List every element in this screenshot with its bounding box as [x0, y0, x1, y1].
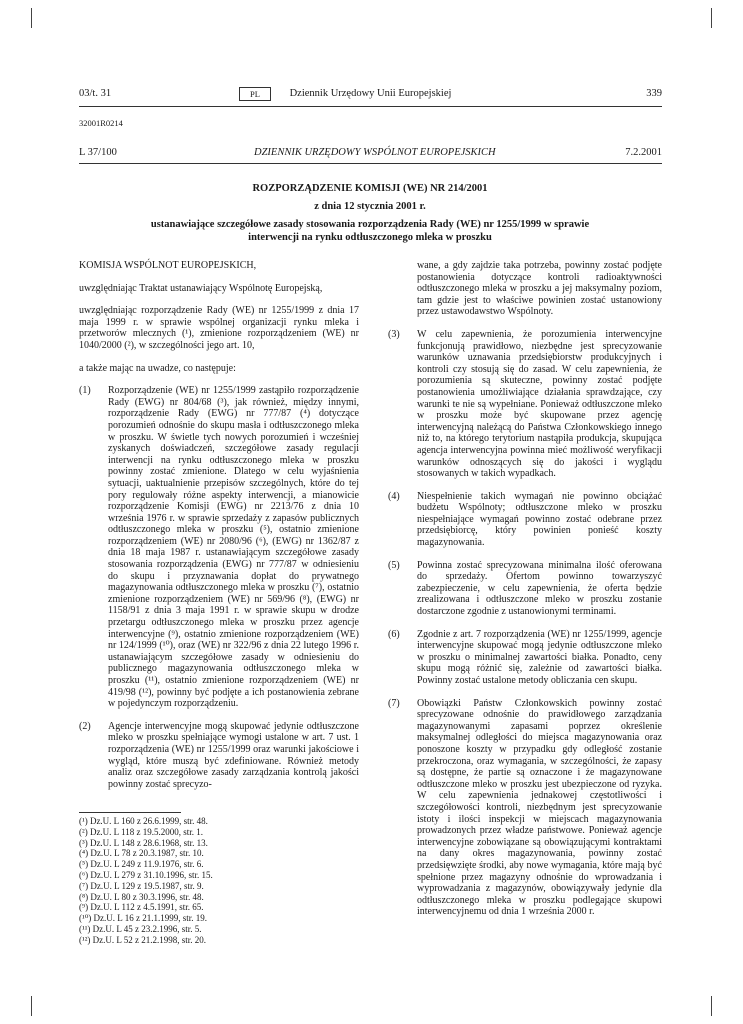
page-number: 339 [646, 88, 662, 99]
recital-5 [388, 560, 662, 618]
recital-number: (5) [388, 559, 400, 571]
title-subject: ustanawiające szczegółowe zasady stosowania rozporządzenia Rady (WE) nr 1255/1999 w sprawie interwencji na rynku odtłuszczonego mleka w proszku [150, 219, 590, 243]
right-column [388, 260, 662, 929]
footnote: (³) Dz.U. L 148 z 28.6.1968, str. 13. [79, 837, 208, 848]
crop-mark-top-left [31, 8, 32, 28]
recital-text: Powinna zostać sprecyzowana minimalna ilość oferowana do sprzedaży. Ofertom powinno towarzyszyć zabezpieczenie, w celu zapewnienia, że oferta będzie zrealizowana i odtłuszczone mleko w proszku zostanie dostarczone zgodnie z ustanowionymi terminami. [417, 559, 662, 618]
regulation-title [130, 182, 610, 244]
recital-number: (7) [388, 697, 400, 709]
celex-number: 32001R0214 [79, 118, 123, 128]
header-rule [79, 106, 662, 107]
left-column [79, 260, 359, 801]
title-line-1: ROZPORZĄDZENIE KOMISJI (WE) NR 214/2001 [252, 183, 488, 194]
journal-name: Dziennik Urzędowy Unii Europejskiej [289, 88, 452, 99]
recital-2-continued: wane, a gdy zajdzie taka potrzeba, powinny zostać podjęte postanowienia dotyczące kontroli radioaktywności odtłuszczonego mleka w proszku a jej maksymalny poziom, tam gdzie jest to właściwe powinien zostać ustanowiony przez ustawodawstwo Wspólnoty. [417, 260, 662, 318]
footnote: (¹²) Dz.U. L 52 z 21.2.1998, str. 20. [79, 934, 207, 945]
original-reference: L 37/100 [79, 147, 117, 158]
footnote: (⁸) Dz.U. L 80 z 30.3.1996, str. 48. [79, 891, 204, 902]
original-journal-header [79, 147, 662, 161]
footnote: (⁴) Dz.U. L 78 z 20.3.1987, str. 10. [79, 848, 204, 859]
footnote: (⁷) Dz.U. L 129 z 19.5.1987, str. 9. [79, 880, 204, 891]
language-badge: PL [239, 87, 271, 101]
footnote: (⁹) Dz.U. L 112 z 4.5.1991, str. 65. [79, 902, 204, 913]
recital-2 [79, 721, 359, 791]
recital-number: (4) [388, 490, 400, 502]
title-date: z dnia 12 stycznia 2001 r. [314, 201, 426, 212]
original-header-rule [79, 163, 662, 164]
recital-text: Agencje interwencyjne mogą skupować jedynie odtłuszczone mleko w proszku spełniające wymogi ustalone w art. 7 ust. 1 rozporządzenia (WE) nr 1255/1999 oraz warunki jakościowe i wygląd, które muszą być zdefiniowane. Również metody analiz oraz szczegółowe zasady zarządzania kontrolą jakości powinny zostać sprecyzo- [108, 720, 359, 790]
recital-number: (2) [79, 720, 91, 732]
recital-text: Niespełnienie takich wymagań nie powinno obciążać budżetu Wspólnoty; odtłuszczone mleko w proszku niespełniające wymagań powinno zostać odebrane przez przedsiębiorcę, który powinien ponieść koszty magazynowania. [417, 490, 662, 549]
original-journal-name: DZIENNIK URZĘDOWY WSPÓLNOT EUROPEJSKICH [254, 147, 496, 158]
footnote-rule [79, 812, 181, 813]
recital-number: (1) [79, 385, 91, 397]
recital-1 [79, 385, 359, 710]
footnote: (²) Dz.U. L 118 z 19.5.2000, str. 1. [79, 826, 204, 837]
recital-4 [388, 491, 662, 549]
recital-text: Zgodnie z art. 7 rozporządzenia (WE) nr 1255/1999, agencje interwencyjne skupować mogą jedynie odtłuszczone mleko w proszku o minimalnej zawartości białka. Ponadto, ceny skupu mogą różnić się, zależnie od zawartości białka. Powinny zostać ustalone metody obliczania cen skupu. [417, 628, 662, 686]
volume-reference: 03/t. 31 [79, 88, 112, 99]
preamble-whereas: a także mając na uwadze, co następuje: [79, 362, 236, 374]
crop-mark-bottom-right [711, 996, 712, 1016]
preamble-treaty: uwzględniając Traktat ustanawiający Wspólnotę Europejską, [79, 282, 323, 294]
running-header [79, 88, 662, 102]
footnote: (¹) Dz.U. L 160 z 26.6.1999, str. 48. [79, 816, 208, 826]
crop-mark-bottom-left [31, 996, 32, 1016]
footnotes [79, 816, 359, 946]
preamble-regulation: uwzględniając rozporządzenie Rady (WE) nr 1255/1999 z dnia 17 maja 1999 r. w sprawie wspólnej organizacji rynku mleka i przetworów mlecznych (¹), zmienione rozporządzeniem (WE) nr 1040/2000 (²), w szczególności jego art. 10, [79, 305, 359, 351]
footnote: (¹⁰) Dz.U. L 16 z 21.1.1999, str. 19. [79, 913, 207, 924]
footnote: (⁵) Dz.U. L 249 z 11.9.1976, str. 6. [79, 859, 204, 870]
footnote: (⁶) Dz.U. L 279 z 31.10.1996, str. 15. [79, 869, 213, 880]
footnote: (¹¹) Dz.U. L 45 z 23.2.1996, str. 5. [79, 923, 202, 934]
preamble-commission: KOMISJA WSPÓLNOT EUROPEJSKICH, [79, 260, 257, 271]
crop-mark-top-right [711, 8, 712, 28]
recital-number: (3) [388, 328, 400, 340]
recital-7 [388, 698, 662, 918]
recital-3 [388, 329, 662, 480]
recital-text: W celu zapewnienia, że porozumienia interwencyjne funkcjonują prawidłowo, niezbędne jest sprecyzowanie warunków uznawania przedsiębiorstw produkcyjnych i kontroli czy stosują się do zasad. W celu zapewnienia, że porozumienia są skuteczne, powinny zostać podjęte postanowienia umożliwiające działania sprawdzające, czy warunki te nie są wypełniane. Ponieważ odtłuszczone mleko w proszku może być skupowane przez agencję interwencyjną należącą do Państwa Członkowskiego innego niż to, na którego terytorium nastąpiła produkcja, skupująca agencja interwencyjna powinna mieć możliwość weryfikacji warunków odnoszących się do jakości i wyglądu stosowanych w takich wypadkach. [417, 328, 662, 480]
recital-6 [388, 629, 662, 687]
recital-text: Rozporządzenie (WE) nr 1255/1999 zastąpiło rozporządzenie Rady (EWG) nr 804/68 (³), jak również, między innymi, rozporządzenie Rady (EWG) nr 777/87 (⁴) dotyczące porozumień odnośnie do skupu masła i odtłuszczonego mleka w proszku. W świetle tych nowych porozumień i wcześniej zyskanych doświadczeń, szczegółowe zasady regulacji interwencji na rynku odtłuszczonego mleka w proszku powinny zostać zmienione. Dlatego w celu wyjaśnienia sytuacji, uaktualnienie przepisów szczególnych, które do tej pory regulowały różne aspekty interwencji, a mianowicie rozporządzenie Komisji (EWG) nr 2213/76 z dnia 10 września 1976 r. w sprawie sprzedaży z zapasów publicznych odtłuszczonego mleka w proszku (⁵), ostatnio zmienione rozporządzeniem (WE) nr 2080/96 (⁶), (EWG) nr 1362/87 z dnia 18 maja 1987 r. ustanawiającym szczegółowe zasady stosowania rozporządzenia (EWG) nr 777/87 w odniesieniu do skupu i przyznawania dopłat do prywatnego magazynowania odtłuszczonego mleka w proszku (⁷), ostatnio zmienione rozporządzeniem (WE) nr 569/96 (⁸), (EWG) nr 1158/91 z dnia 3 maja 1991 r. w sprawie skupu w drodze przetargu odtłuszczonego mleka w proszku przez agencje interwencyjne (⁹), ostatnio zmienione rozporządzeniem (WE) nr 124/1999 (¹⁰), oraz (WE) nr 322/96 z dnia 22 lutego 1996 r. ustanawiającym szczegółowe zasady w odniesieniu do publicznego magazynowania odtłuszczonego mleka w proszku (¹¹), ostatnio zmienione rozporządzeniem (WE) nr 419/98 (¹²), powinny być podjęte a ich postanowienia zebrane w pojedynczym rozporządzeniu. [108, 385, 359, 710]
recital-number: (6) [388, 628, 400, 640]
recital-text: Obowiązki Państw Członkowskich powinny zostać sprecyzowane odnośnie do prawidłowego zarządzania magazynowanymi zapasami poprzez określenie maksymalnej odległości do miejsca magazynowania oraz ponoszone koszty w przypadku gdy odległość zostanie przekroczona, oraz wymagania, w szczególności, że zapasy są dostępne, że partie są oznaczone i że magazynowane odtłuszczone mleko w proszku jest ubezpieczone od ryzyka. W celu zapewnienia jednakowej częstotliwości i szczegółowości kontroli, niezbędnym jest sprecyzowanie istoty i ilości inspekcji w miejscach magazynowania prowadzonych przez władze państwowe. Ponieważ agencje interwencyjne zobowiązane są obowiązującymi kontraktami na dany okres magazynowania, powinny zostać przedsięwzięte środki, aby nowe wymagania, które mają być spełnione przez magazyny odnośnie do wprowadzania i wyprowadzania z magazynów, obowiązywały jedynie dla odtłuszczonego mleka w proszku podlegające skupowi interwencyjnemu od dnia 1 września 2000 r. [417, 697, 662, 918]
original-date: 7.2.2001 [625, 147, 662, 158]
